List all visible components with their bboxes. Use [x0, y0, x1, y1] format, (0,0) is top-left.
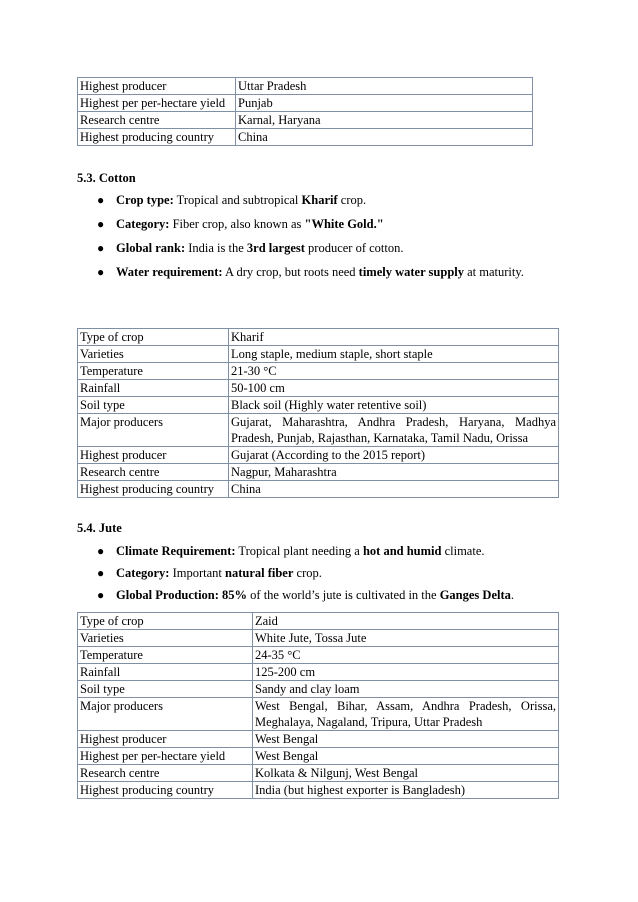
table-cell-label: Research centre — [78, 765, 253, 782]
table-row — [78, 782, 559, 799]
table-cell-label: Highest producer — [78, 447, 229, 464]
cotton-bullet-list — [0, 192, 638, 288]
table-row — [78, 765, 559, 782]
bullet-label: Climate Requirement: — [116, 544, 236, 558]
table-cell-value: West Bengal — [253, 748, 559, 765]
table-row — [78, 112, 533, 129]
table-cell-label: Temperature — [78, 647, 253, 664]
bullet-icon: ● — [97, 544, 105, 558]
table-row — [78, 630, 559, 647]
table-cell-label: Highest per per-hectare yield — [78, 95, 236, 112]
bullet-text: at maturity. — [464, 265, 524, 279]
table-cell-label: Highest producing country — [78, 481, 229, 498]
table-cell-value: Karnal, Haryana — [236, 112, 533, 129]
table-row — [78, 664, 559, 681]
table-row — [78, 647, 559, 664]
bullet-emphasis: 85% — [222, 588, 248, 602]
table-cell-label: Highest producer — [78, 731, 253, 748]
list-item — [0, 240, 638, 264]
table-cell-value: 21-30 °C — [229, 363, 559, 380]
bullet-icon: ● — [97, 588, 105, 602]
table-cell-label: Highest producing country — [78, 782, 253, 799]
jute-info-table — [77, 612, 559, 799]
bullet-text: producer of cotton. — [304, 241, 404, 255]
table-cell-label: Varieties — [78, 630, 253, 647]
table-row — [78, 129, 533, 146]
table-row — [78, 464, 559, 481]
bullet-label: Global Production: — [116, 588, 219, 602]
table-cell-value: China — [236, 129, 533, 146]
table-cell-label: Highest producer — [78, 78, 236, 95]
bullet-label: Category: — [116, 566, 170, 580]
jute-bullet-list — [0, 543, 638, 609]
table-cell-value: West Bengal, Bihar, Assam, Andhra Pradesh, Orissa, Meghalaya, Nagaland, Tripura, Uttar Pradesh — [253, 698, 559, 731]
section-heading-cotton: 5.3. Cotton — [77, 171, 136, 185]
list-item — [0, 543, 638, 565]
bullet-icon: ● — [97, 265, 105, 279]
bullet-label: Water requirement: — [116, 265, 223, 279]
table-cell-value: India (but highest exporter is Bangladesh) — [253, 782, 559, 799]
table-cell-label: Major producers — [78, 698, 253, 731]
table-cell-label: Rainfall — [78, 664, 253, 681]
table-row — [78, 698, 559, 731]
bullet-icon: ● — [97, 217, 105, 231]
table-cell-value: Uttar Pradesh — [236, 78, 533, 95]
table-cell-label: Soil type — [78, 397, 229, 414]
bullet-emphasis: natural fiber — [225, 566, 294, 580]
bullet-text: . — [510, 588, 515, 602]
bullet-text: climate. — [441, 544, 485, 558]
table-cell-value: Punjab — [236, 95, 533, 112]
cotton-info-table — [77, 328, 559, 498]
bullet-emphasis: "White Gold." — [304, 217, 384, 231]
table-cell-value: Long staple, medium staple, short staple — [229, 346, 559, 363]
table-row — [78, 447, 559, 464]
table-cell-value: 24-35 °C — [253, 647, 559, 664]
bullet-text: crop. — [337, 193, 367, 207]
table-row — [78, 78, 533, 95]
bullet-emphasis: Ganges Delta — [439, 588, 511, 602]
list-item — [0, 264, 638, 288]
table-cell-value: Nagpur, Maharashtra — [229, 464, 559, 481]
bullet-emphasis: timely water supply — [358, 265, 464, 279]
bullet-text: Fiber crop, also known as — [169, 217, 305, 231]
table-cell-label: Varieties — [78, 346, 229, 363]
table-cell-value: Kharif — [229, 329, 559, 346]
table-cell-value: White Jute, Tossa Jute — [253, 630, 559, 647]
table-cell-label: Soil type — [78, 681, 253, 698]
table-cell-label: Highest per per-hectare yield — [78, 748, 253, 765]
table-row — [78, 731, 559, 748]
bullet-emphasis: hot and humid — [362, 544, 442, 558]
table-row — [78, 95, 533, 112]
bullet-icon: ● — [97, 241, 105, 255]
bullet-text: crop. — [293, 566, 322, 580]
rice-info-table — [77, 77, 533, 146]
table-row — [78, 748, 559, 765]
table-row — [78, 613, 559, 630]
table-cell-value: 125-200 cm — [253, 664, 559, 681]
table-row — [78, 681, 559, 698]
table-cell-label: Type of crop — [78, 613, 253, 630]
table-row — [78, 329, 559, 346]
table-cell-value: Gujarat, Maharashtra, Andhra Pradesh, Haryana, Madhya Pradesh, Punjab, Rajasthan, Karnataka, Tamil Nadu, Orissa — [229, 414, 559, 447]
bullet-label: Crop type: — [116, 193, 174, 207]
table-row — [78, 397, 559, 414]
table-cell-label: Major producers — [78, 414, 229, 447]
list-item — [0, 216, 638, 240]
table-cell-label: Highest producing country — [78, 129, 236, 146]
bullet-text: India is the — [185, 241, 247, 255]
bullet-text: Tropical plant needing a — [235, 544, 363, 558]
table-cell-value: West Bengal — [253, 731, 559, 748]
table-cell-value: 50-100 cm — [229, 380, 559, 397]
bullet-text: of the world’s jute is cultivated in the — [247, 588, 440, 602]
bullet-emphasis: 3rd largest — [246, 241, 305, 255]
table-cell-label: Type of crop — [78, 329, 229, 346]
section-heading-jute: 5.4. Jute — [77, 521, 122, 535]
table-cell-label: Temperature — [78, 363, 229, 380]
table-cell-label: Research centre — [78, 464, 229, 481]
bullet-icon: ● — [97, 193, 105, 207]
bullet-text: A dry crop, but roots need — [222, 265, 359, 279]
list-item — [0, 192, 638, 216]
table-cell-value: Gujarat (According to the 2015 report) — [229, 447, 559, 464]
bullet-label: Category: — [116, 217, 170, 231]
bullet-emphasis: Kharif — [301, 193, 338, 207]
table-cell-value: Sandy and clay loam — [253, 681, 559, 698]
table-cell-value: Zaid — [253, 613, 559, 630]
table-row — [78, 481, 559, 498]
table-cell-label: Research centre — [78, 112, 236, 129]
table-row — [78, 414, 559, 447]
table-cell-value: China — [229, 481, 559, 498]
bullet-text: Tropical and subtropical — [173, 193, 302, 207]
list-item — [0, 587, 638, 609]
bullet-text: Important — [169, 566, 225, 580]
table-cell-label: Rainfall — [78, 380, 229, 397]
table-row — [78, 363, 559, 380]
list-item — [0, 565, 638, 587]
bullet-label: Global rank: — [116, 241, 186, 255]
table-row — [78, 380, 559, 397]
table-cell-value: Kolkata & Nilgunj, West Bengal — [253, 765, 559, 782]
bullet-icon: ● — [97, 566, 105, 580]
table-cell-value: Black soil (Highly water retentive soil) — [229, 397, 559, 414]
table-row — [78, 346, 559, 363]
